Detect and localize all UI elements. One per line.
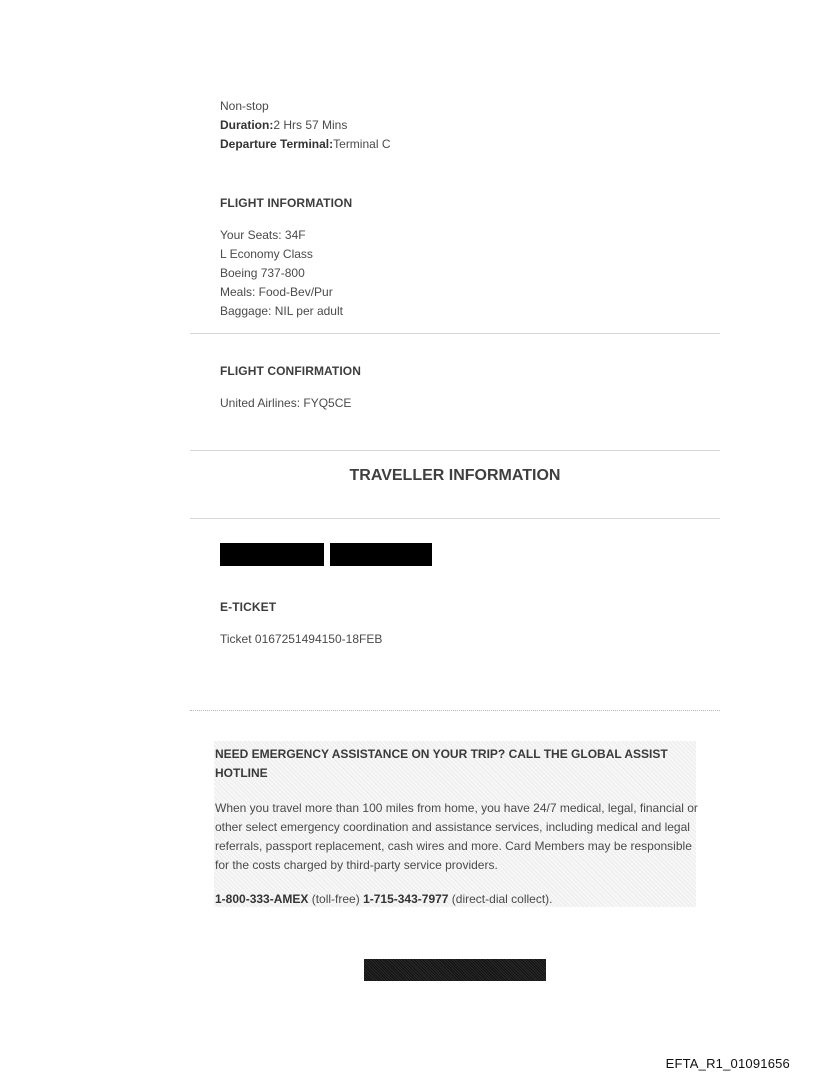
document-id: EFTA_R1_01091656 bbox=[665, 1056, 790, 1071]
duration-label: Duration: bbox=[220, 118, 274, 132]
duration-value: 2 Hrs 57 Mins bbox=[273, 118, 348, 132]
departure-terminal-value: Terminal C bbox=[333, 137, 391, 151]
baggage-text: Baggage: NIL per adult bbox=[220, 304, 343, 318]
redacted-footer-block bbox=[364, 959, 546, 981]
divider-after-traveller bbox=[190, 518, 720, 519]
redacted-first-name bbox=[220, 543, 324, 566]
duration-row bbox=[220, 116, 347, 135]
redacted-last-name bbox=[330, 543, 432, 566]
aircraft-text: Boeing 737-800 bbox=[220, 266, 305, 280]
divider-before-traveller bbox=[190, 450, 720, 451]
flight-information-heading: FLIGHT INFORMATION bbox=[220, 196, 353, 210]
flight-confirmation-heading: FLIGHT CONFIRMATION bbox=[220, 364, 361, 378]
direct-label: (direct-dial collect). bbox=[448, 892, 553, 906]
divider-after-flight-info bbox=[190, 333, 720, 334]
airline-confirmation-text: United Airlines: FYQ5CE bbox=[220, 396, 352, 410]
ticket-number-text: Ticket 0167251494150-18FEB bbox=[220, 632, 383, 646]
emergency-assist-body: When you travel more than 100 miles from home, you have 24/7 medical, legal, financial or other select emergency coordination and assistance services, including medical and legal referrals, passport replacement, cash wires and more. Card Members may be responsible for the costs charged by third-party service providers. bbox=[215, 801, 698, 872]
emergency-assist-title: NEED EMERGENCY ASSISTANCE ON YOUR TRIP? CALL THE GLOBAL ASSIST HOTLINE bbox=[215, 747, 668, 780]
seats-text: Your Seats: 34F bbox=[220, 228, 306, 242]
traveller-information-title: TRAVELLER INFORMATION bbox=[349, 467, 561, 484]
e-ticket-heading: E-TICKET bbox=[220, 600, 277, 614]
stops-text: Non-stop bbox=[220, 99, 269, 113]
emergency-assist-phones bbox=[215, 890, 553, 909]
phone-tollfree: 1-800-333-AMEX bbox=[215, 892, 309, 906]
phone-direct: 1-715-343-7977 bbox=[363, 892, 449, 906]
divider-before-assist bbox=[190, 710, 720, 711]
departure-terminal-label: Departure Terminal: bbox=[220, 137, 334, 151]
class-text: L Economy Class bbox=[220, 247, 313, 261]
tollfree-label: (toll-free) bbox=[308, 892, 364, 906]
meals-text: Meals: Food-Bev/Pur bbox=[220, 285, 333, 299]
departure-terminal-row bbox=[220, 135, 391, 154]
